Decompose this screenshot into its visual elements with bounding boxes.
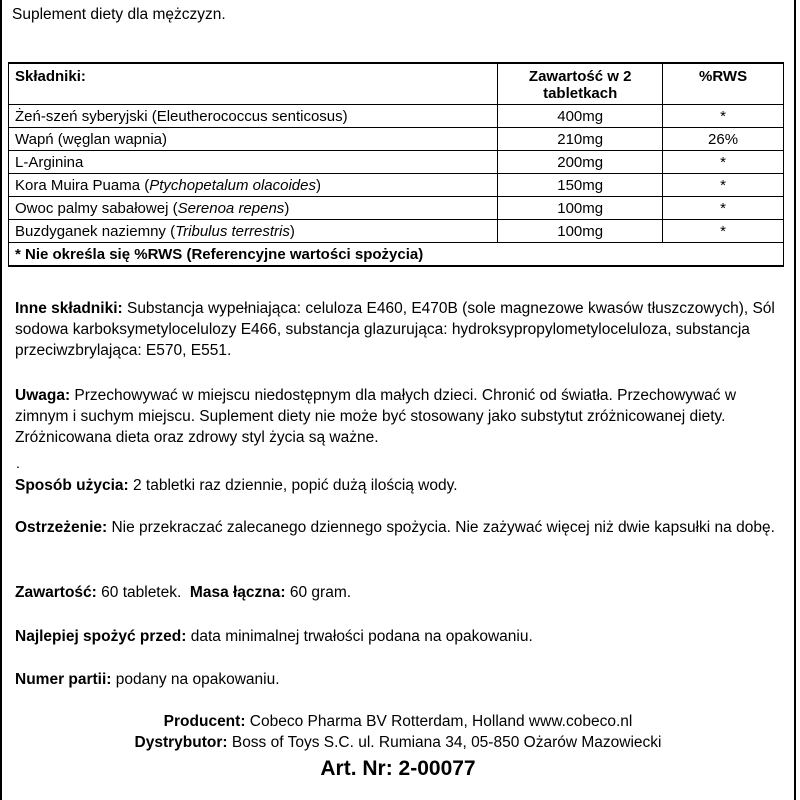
batch-number-text: podany na opakowaniu. [111,671,280,688]
article-number: Art. Nr: 2-00077 [320,757,476,780]
ingredient-rws: * [663,174,784,197]
table-row [9,197,784,220]
batch-number [15,669,785,690]
ingredient-amount: 400mg [498,105,663,128]
ingredient-rws: * [663,151,784,174]
header-rws: %RWS [663,63,784,105]
producer-text: Cobeco Pharma BV Rotterdam, Holland www.cobeco.nl [245,713,633,730]
ingredient-rws: 26% [663,128,784,151]
ingredient-rws: * [663,105,784,128]
other-ingredients-text: Substancja wypełniająca: celuloza E460, E470B (sole magnezowe kwasów tłuszczowych), Sól sodowa karboksymetylocelulozy E466, substancja glazurująca: hydroksypropylometyloceluloza, substancja przeciwzbrylająca: E570, E551. [15,300,775,359]
caution [15,517,785,538]
ingredient-name: L-Arginina [9,151,498,174]
usage-label: Sposób użycia: [15,477,129,494]
table-row [9,128,784,151]
ingredient-amount: 150mg [498,174,663,197]
ingredient-latin-name: Tribulus terrestris [175,222,290,240]
best-before-label: Najlepiej spożyć przed: [15,628,187,645]
table-header-row [9,63,784,105]
intro-text: Suplement diety dla mężczyzn. [12,6,226,23]
ingredient-name: Wapń (węglan wapnia) [9,128,498,151]
distributor-text: Boss of Toys S.C. ul. Rumiana 34, 05-850 Ożarów Mazowiecki [227,734,662,751]
other-ingredients-label: Inne składniki: [15,300,123,317]
producer [0,711,796,732]
ingredient-name: Owoc palmy sabałowej (Serenoa repens) [9,197,498,220]
batch-number-label: Numer partii: [15,671,112,688]
ingredient-latin-name: Ptychopetalum olacoides [149,176,316,194]
best-before-text: data minimalnej trwałości podana na opakowaniu. [186,628,533,645]
total-mass-label: Masa łączna: [189,584,286,601]
ingredient-name: Buzdyganek naziemny (Tribulus terrestris) [9,220,498,243]
ingredient-name: Kora Muira Puama (Ptychopetalum olacoides) [9,174,498,197]
caution-label: Ostrzeżenie: [15,519,108,536]
table-row [9,174,784,197]
producer-label: Producent: [163,713,246,730]
other-ingredients [15,298,785,361]
ingredient-amount: 200mg [498,151,663,174]
table-row [9,105,784,128]
best-before [15,626,785,647]
ingredient-latin-name: Serenoa repens [177,199,285,217]
ingredient-rws: * [663,197,784,220]
stray-dot: . [16,455,20,471]
table-note-row [9,243,784,267]
ingredient-amount: 210mg [498,128,663,151]
ingredient-amount: 100mg [498,220,663,243]
rws-footnote: * Nie określa się %RWS (Referencyjne wartości spożycia) [9,243,784,267]
contents [15,582,785,603]
distributor [0,732,796,753]
warning-note-text: Przechowywać w miejscu niedostępnym dla małych dzieci. Chronić od światła. Przechowywać w zimnym i suchym miejscu. Suplement diety nie może być stosowany jako substytut zróżnicowanej diety. Zróżnicowana dieta oraz zdrowy styl życia są ważne. [15,387,737,446]
contents-text: 60 tabletek. [96,584,182,601]
ingredients-table [8,62,784,267]
header-ingredients: Składniki: [9,63,498,105]
warning-note-label: Uwaga: [15,387,71,404]
warning-note [15,385,785,448]
distributor-label: Dystrybutor: [134,734,228,751]
header-amount: Zawartość w 2 tabletkach [498,63,663,105]
caution-text: Nie przekraczać zalecanego dziennego spożycia. Nie zażywać więcej niż dwie kapsułki na dobę. [107,519,775,536]
table-row [9,151,784,174]
total-mass-text: 60 gram. [285,584,352,601]
table-row [9,220,784,243]
ingredient-name: Żeń-szeń syberyjski (Eleutherococcus senticosus) [9,105,498,128]
usage-text: 2 tabletki raz dziennie, popić dużą ilością wody. [128,477,458,494]
contents-label: Zawartość: [15,584,97,601]
ingredient-amount: 100mg [498,197,663,220]
usage [15,475,785,496]
ingredient-rws: * [663,220,784,243]
